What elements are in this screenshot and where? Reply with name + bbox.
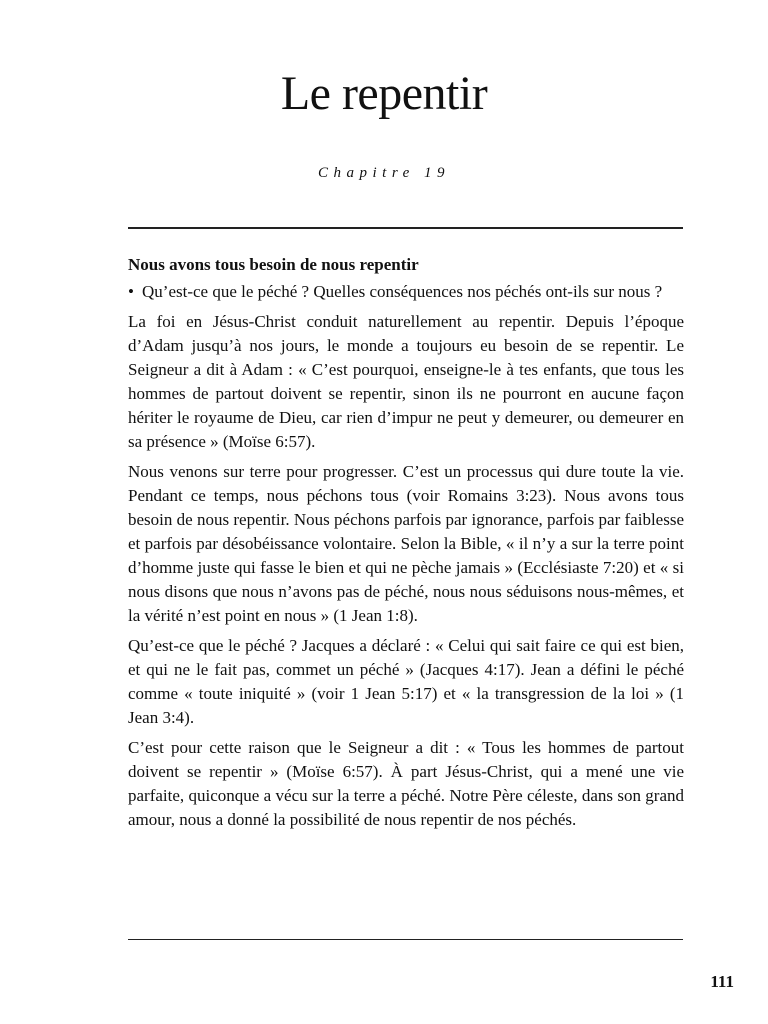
chapter-title: Le repentir — [280, 67, 488, 120]
discussion-question-text: Qu’est-ce que le péché ? Quelles conséquences nos péchés ont-ils sur nous ? — [142, 282, 663, 301]
body-paragraph: Nous venons sur terre pour progresser. C’est un processus qui dure toute la vie. Pendant ce temps, nous péchons tous (voir Romains 3:23). Nous avons tous besoin de nous repentir. Nous péchons parfois par ignorance, parfois par faiblesse et parfois par désobéissance volontaire. Selon la Bible, « il n’y a sur la terre point d’homme juste qui fasse le bien et qui ne pèche jamais » (Ecclésiaste 7:20) et « si nous disons que nous n’avons pas de péché, nous nous séduisons nous-mêmes, et la vérité n’est point en nous » (1 Jean 1:8). — [128, 462, 684, 625]
section-heading: Nous avons tous besoin de nous repentir — [128, 255, 419, 274]
discussion-question — [128, 280, 684, 304]
chapter-label: Chapitre 19 — [317, 165, 451, 181]
bottom-divider — [128, 939, 683, 940]
body-paragraph: La foi en Jésus-Christ conduit naturellement au repentir. Depuis l’époque d’Adam jusqu’à nos jours, le monde a toujours eu besoin de se repentir. Le Seigneur a dit à Adam : « C’est pourquoi, enseigne-le à tes enfants, que tous les hommes de partout doivent se repentir, sinon ils ne pourront en aucune façon hériter le royaume de Dieu, car rien d’impur ne peut y demeurer, ou demeurer en sa présence » (Moïse 6:57). — [128, 312, 684, 451]
top-divider — [128, 227, 683, 229]
bullet-icon: • — [128, 282, 134, 301]
page-number: 111 — [710, 972, 734, 991]
chapter-body — [128, 252, 684, 838]
body-paragraph: C’est pour cette raison que le Seigneur a dit : « Tous les hommes de partout doivent se repentir » (Moïse 6:57). À part Jésus-Christ, qui a mené une vie parfaite, quiconque a vécu sur la terre a péché. Notre Père céleste, dans son grand amour, nous a donné la possibilité de nous repentir de nos péchés. — [128, 738, 684, 829]
body-paragraph: Qu’est-ce que le péché ? Jacques a déclaré : « Celui qui sait faire ce qui est bien, et qui ne le fait pas, commet un péché » (Jacques 4:17). Jean a défini le péché comme « toute iniquité » (voir 1 Jean 5:17) et « la transgression de la loi » (1 Jean 3:4). — [128, 636, 684, 727]
